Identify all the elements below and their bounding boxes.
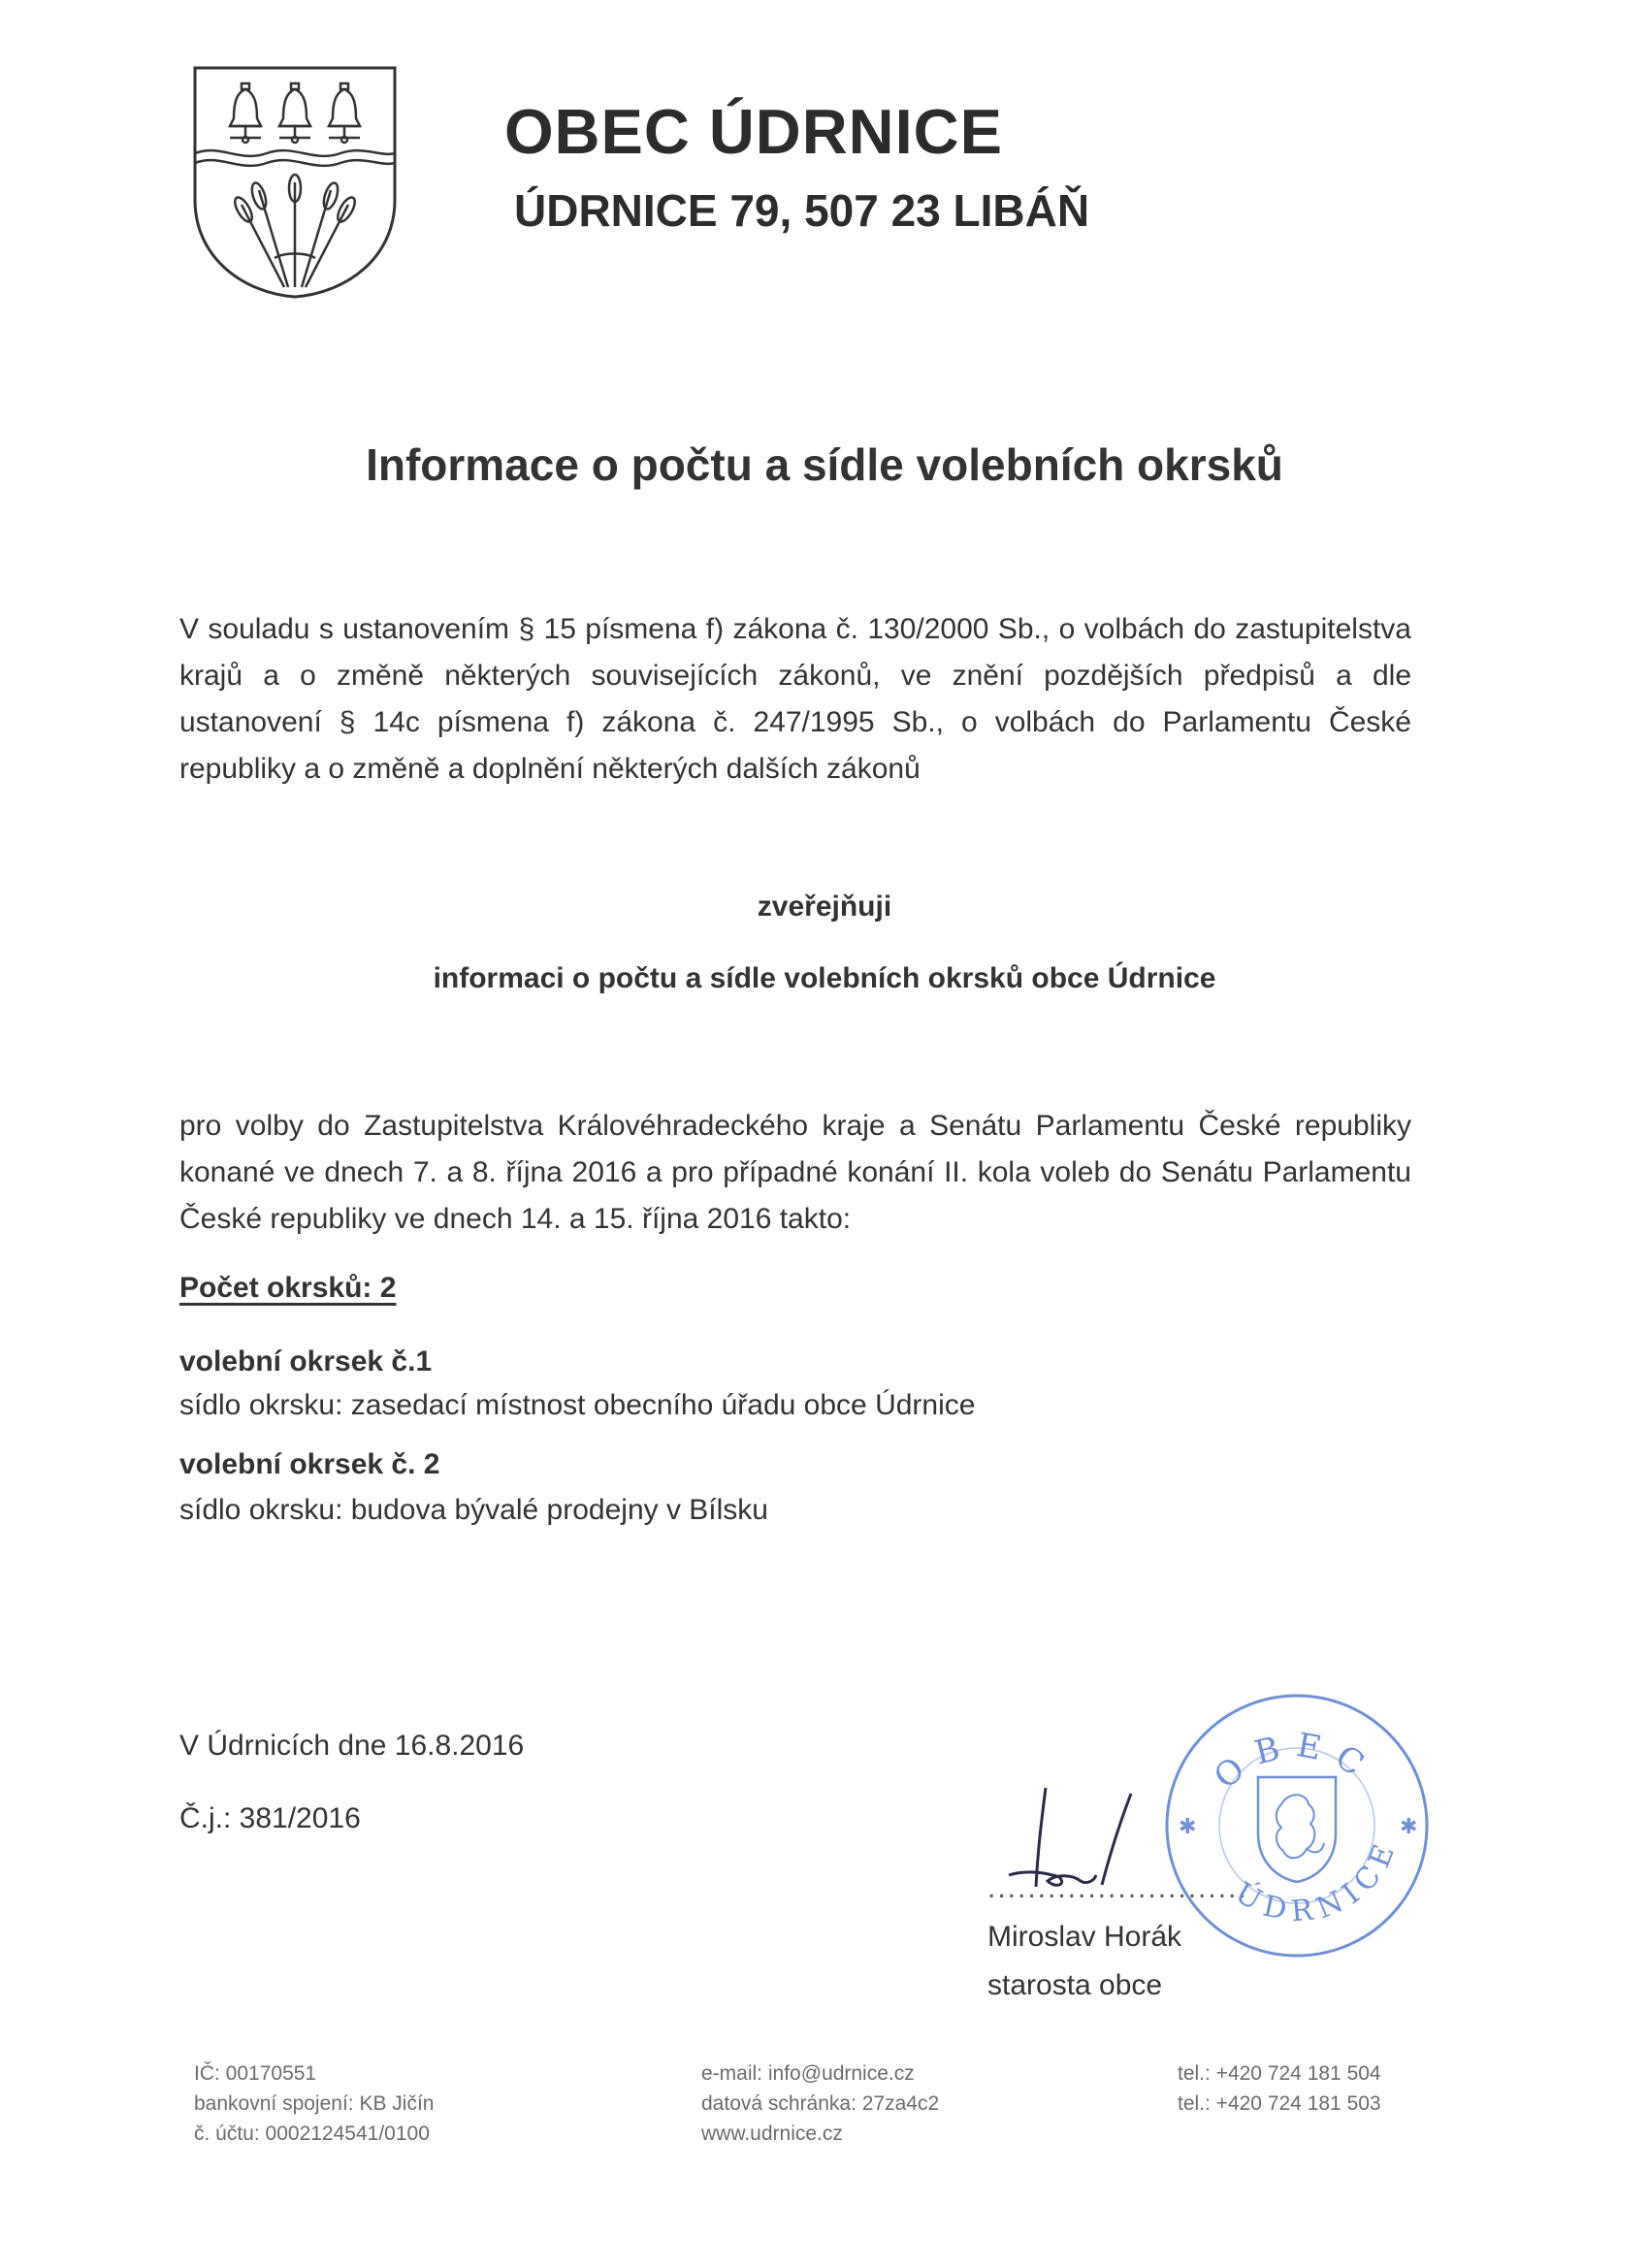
intro-line: republiky a o změně a doplnění některých dalších zákonů xyxy=(179,753,921,785)
footer-bank-info xyxy=(194,2058,434,2149)
municipality-address: ÚDRNICE 79, 507 23 LIBÁŇ xyxy=(514,185,1090,236)
intro-line: krajů a o změně některých souvisejících zákonů, ve znění pozdějších předpisů a dle xyxy=(179,660,1411,692)
district-2-seat: sídlo okrsku: budova bývalé prodejny v Bílsku xyxy=(179,1494,768,1526)
municipality-name: OBEC ÚDRNICE xyxy=(504,96,1003,167)
footer-phone-info xyxy=(1178,2058,1381,2119)
footer-account: č. účtu: 0002124541/0100 xyxy=(194,2122,430,2145)
official-stamp xyxy=(1159,1688,1436,1964)
signatory-role: starosta obce xyxy=(987,1969,1163,2001)
publish-subject: informaci o počtu a sídle volebních okrsků obce Údrnice xyxy=(433,962,1216,994)
footer-bank: bankovní spojení: KB Jičín xyxy=(194,2092,435,2115)
elections-line: pro volby do Zastupitelstva Královéhradeckého kraje a Senátu Parlamentu České republiky xyxy=(179,1110,1411,1142)
footer-website: www.udrnice.cz xyxy=(701,2122,843,2145)
svg-text:✱: ✱ xyxy=(1400,1814,1418,1838)
footer-email: e-mail: info@udrnice.cz xyxy=(701,2062,915,2085)
stamp-bottom-text: ÚDRNICE xyxy=(1229,1832,1405,1929)
signature-line: .......................... xyxy=(987,1872,1248,1904)
document-title: Informace o počtu a sídle volebních okrsků xyxy=(366,439,1283,490)
place-date: V Údrnicích dne 16.8.2016 xyxy=(179,1730,525,1762)
elections-paragraph xyxy=(179,1103,1411,1243)
footer-contact-info xyxy=(701,2058,939,2149)
signatory-name: Miroslav Horák xyxy=(987,1921,1182,1953)
district-1-seat: sídlo okrsku: zasedací místnost obecního úřadu obce Údrnice xyxy=(179,1389,976,1421)
publish-word: zveřejňuji xyxy=(757,891,892,923)
reference-number: Č.j.: 381/2016 xyxy=(179,1802,361,1834)
district-count: Počet okrsků: 2 xyxy=(179,1272,397,1304)
intro-line: V souladu s ustanovením § 15 písmena f) zákona č. 130/2000 Sb., o volbách do zastupitelstva xyxy=(179,613,1411,645)
coat-of-arms-icon xyxy=(191,64,399,301)
elections-line: konané ve dnech 7. a 8. října 2016 a pro případné konání II. kola voleb do Senátu Parlamentu xyxy=(179,1156,1411,1188)
district-1-name: volební okrsek č.1 xyxy=(179,1345,433,1377)
footer-databox: datová schránka: 27za4c2 xyxy=(701,2092,940,2115)
intro-paragraph xyxy=(179,606,1411,793)
footer-phone-1: tel.: +420 724 181 504 xyxy=(1178,2062,1381,2085)
district-2-name: volební okrsek č. 2 xyxy=(179,1448,440,1480)
elections-line: České republiky ve dnech 14. a 15. října 2016 takto: xyxy=(179,1203,852,1235)
footer-phone-2: tel.: +420 724 181 503 xyxy=(1178,2092,1381,2115)
svg-text:✱: ✱ xyxy=(1179,1814,1197,1838)
stamp-top-text: OBEC xyxy=(1207,1726,1382,1798)
footer-ic: IČ: 00170551 xyxy=(194,2062,317,2085)
intro-line: ustanovení § 14c písmena f) zákona č. 247/1995 Sb., o volbách do Parlamentu České xyxy=(179,706,1411,738)
